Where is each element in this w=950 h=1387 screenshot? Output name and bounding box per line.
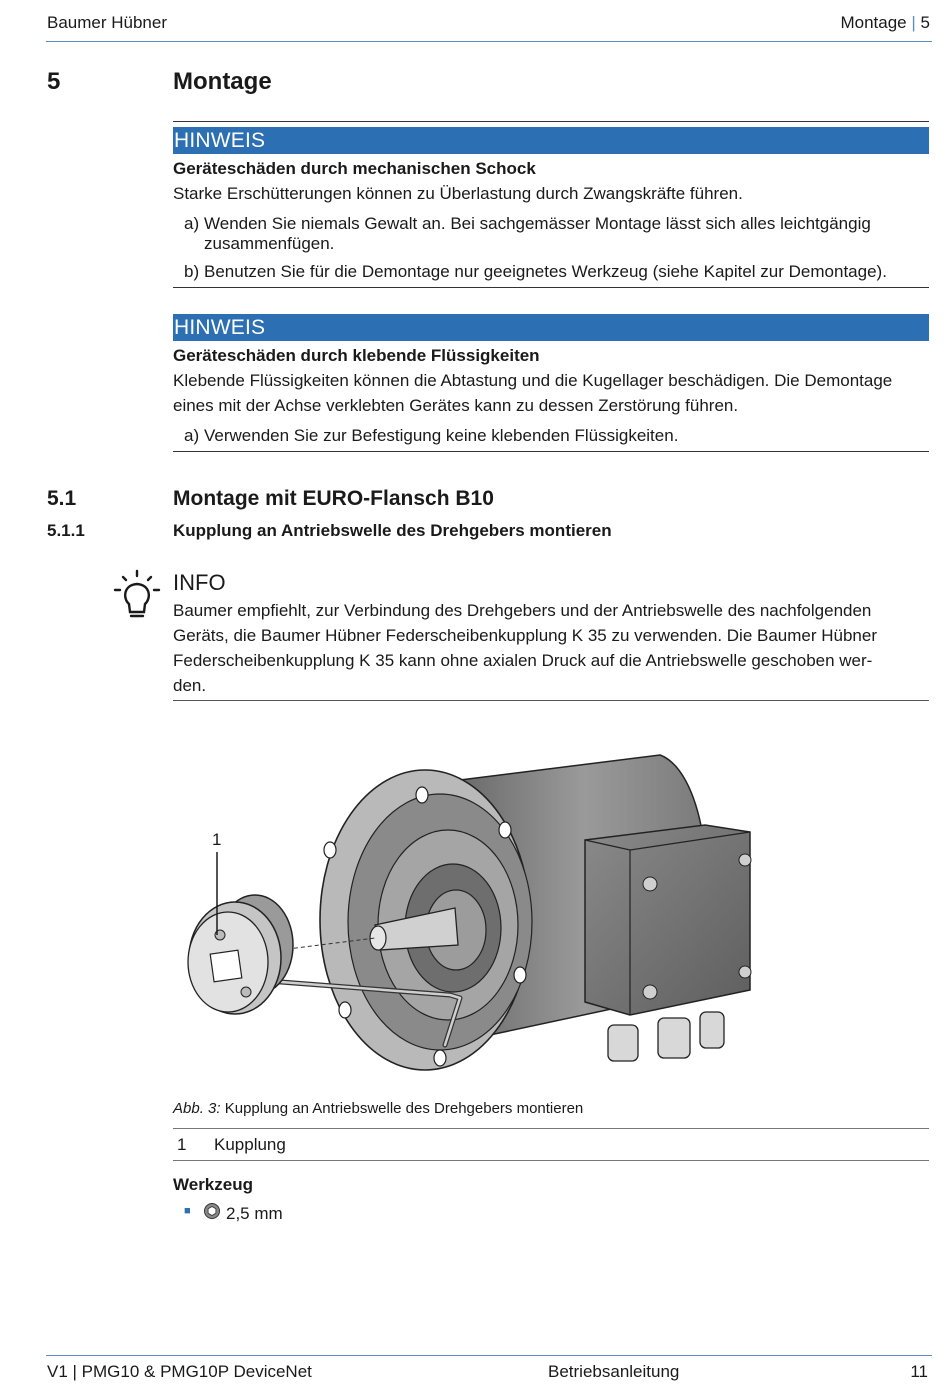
notice1-banner — [173, 127, 929, 154]
info-line-4: den. — [173, 676, 207, 695]
figure-caption-text: Kupplung an Antriebswelle des Drehgebers montieren — [224, 1100, 584, 1117]
header-section — [840, 13, 930, 33]
info-line-3: Federscheibenkupplung K 35 kann ohne axialen Druck auf die Antriebswelle geschoben wer- — [173, 651, 873, 670]
info-bottom-rule — [173, 700, 929, 701]
tools-item: 2,5 mm — [226, 1204, 283, 1223]
notice2-banner — [173, 314, 929, 341]
list-text: Benutzen Sie für die Demontage nur geeignetes Werkzeug (siehe Kapitel zur Demontage). — [204, 262, 887, 281]
figure-caption-prefix: Abb. 3: — [173, 1100, 221, 1117]
legend-label: Kupplung — [214, 1135, 286, 1154]
encoder-illustration — [160, 740, 770, 1090]
list-text-cont: zusammenfügen. — [204, 234, 335, 253]
notice1-top-rule — [173, 121, 929, 122]
legend-number: 1 — [177, 1135, 187, 1154]
chapter-number: 5 — [47, 68, 61, 95]
lightbulb-icon — [112, 568, 162, 620]
list-text: Wenden Sie niemals Gewalt an. Bei sachgemässer Montage lässt sich alles leichtgängig — [204, 214, 871, 233]
footer-page-number: 11 — [910, 1362, 928, 1381]
header-separator: | — [911, 13, 916, 32]
notice2-label: HINWEIS — [174, 316, 266, 339]
notice2-text-line2: eines mit der Achse verklebten Gerätes kann zu dessen Zerstörung führen. — [173, 396, 739, 415]
list-text: Verwenden Sie zur Befestigung keine klebenden Flüssigkeiten. — [204, 426, 679, 445]
legend-bottom-rule — [173, 1160, 929, 1161]
notice1-item-a — [184, 214, 924, 254]
section-number: 5.1 — [47, 487, 77, 510]
header-rule — [46, 41, 932, 42]
notice1-text: Starke Erschütterungen können zu Überlastung durch Zwangskräfte führen. — [173, 184, 743, 203]
info-line-1: Baumer empfiehlt, zur Verbindung des Drehgebers und der Antriebswelle des nachfolgenden — [173, 601, 872, 620]
footer-doc-id: V1 | PMG10 & PMG10P DeviceNet — [47, 1362, 312, 1381]
list-marker: a) — [184, 214, 200, 233]
header-page-number: 5 — [920, 13, 930, 32]
subsection-number: 5.1.1 — [47, 521, 85, 540]
figure-caption — [173, 1100, 583, 1117]
notice1-bottom-rule — [173, 287, 929, 288]
info-label: INFO — [173, 570, 226, 595]
notice1-item-b — [184, 262, 924, 282]
legend-top-rule — [173, 1128, 929, 1129]
list-marker: a) — [184, 426, 200, 445]
tools-heading: Werkzeug — [173, 1175, 253, 1194]
notice2-heading: Geräteschäden durch klebende Flüssigkeiten — [173, 346, 540, 365]
notice1-heading: Geräteschäden durch mechanischen Schock — [173, 159, 536, 178]
section-title: Montage mit EURO-Flansch B10 — [173, 487, 494, 510]
bullet-icon: ■ — [184, 1205, 191, 1217]
notice2-text-line1: Klebende Flüssigkeiten können die Abtastung und die Kugellager beschädigen. Die Demontage — [173, 371, 893, 390]
notice2-bottom-rule — [173, 451, 929, 452]
notice1-label: HINWEIS — [174, 129, 266, 152]
header-section-title: Montage — [840, 13, 907, 32]
chapter-title: Montage — [173, 68, 272, 95]
subsection-title: Kupplung an Antriebswelle des Drehgebers montieren — [173, 521, 612, 540]
header-company: Baumer Hübner — [47, 13, 168, 32]
figure-callout-1: 1 — [212, 830, 222, 849]
footer-rule — [46, 1355, 932, 1356]
footer-doc-type: Betriebsanleitung — [548, 1362, 680, 1381]
info-line-2: Geräts, die Baumer Hübner Federscheibenkupplung K 35 zu verwenden. Die Baumer Hübner — [173, 626, 878, 645]
notice2-item-a — [184, 426, 924, 446]
list-marker: b) — [184, 262, 200, 281]
hex-key-icon — [203, 1202, 221, 1220]
